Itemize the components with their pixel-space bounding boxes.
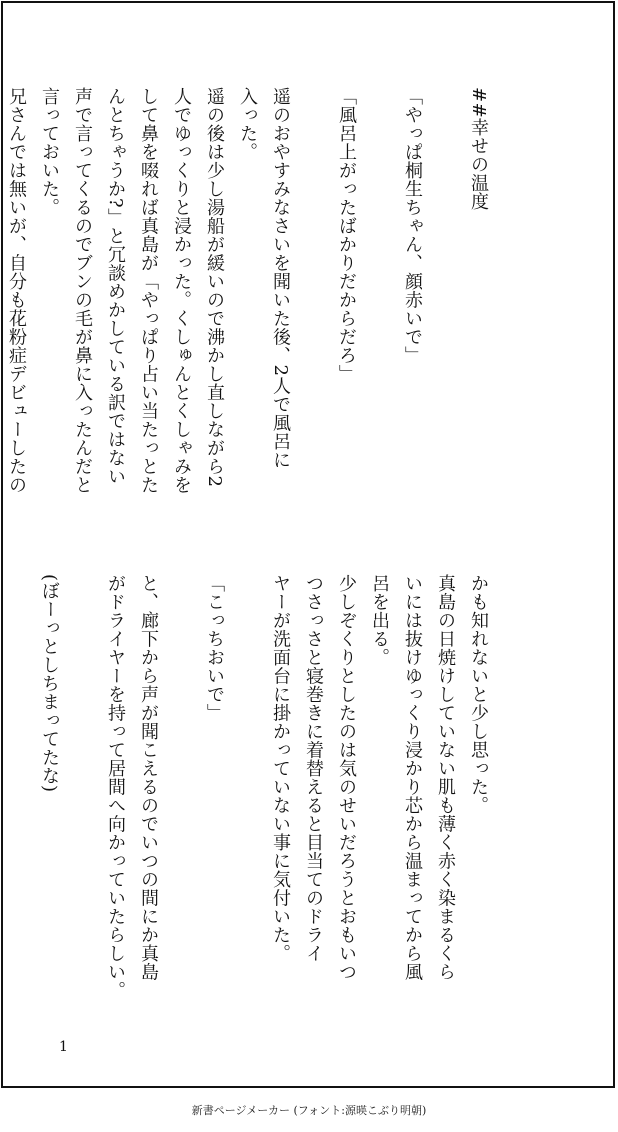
text-line: んとちゃうか?」と冗談めかしている訳ではない xyxy=(105,87,126,486)
upper-text-block xyxy=(6,87,561,527)
text-line xyxy=(66,574,99,994)
text-line: 呂を出る。 xyxy=(369,574,390,667)
text-line: (ぼーっとしちまってたな) xyxy=(39,574,60,793)
text-line xyxy=(297,87,330,527)
page-number: 1 xyxy=(59,1039,68,1055)
page-frame xyxy=(1,1,615,1088)
story-title: ##幸せの温度 xyxy=(468,87,489,211)
text-line: 「風呂上がったばかりだからだろ」 xyxy=(336,87,357,383)
text-line: がドライヤーを持って居間へ向かっていたらしい。 xyxy=(105,574,126,1000)
text-line: かも知れないと少し思った。 xyxy=(468,574,489,815)
text-line: 入った。 xyxy=(237,87,258,161)
text-line xyxy=(165,574,198,994)
text-line: 言っておいた。 xyxy=(39,87,60,217)
text-line: 遥の後は少し湯船が緩いので沸かし直しながら2 xyxy=(204,87,225,488)
text-line: して鼻を啜れば真島が「やっぱり占い当たっとた xyxy=(138,87,159,494)
text-line: つさっさと寝巻きに着替えると目当てのドライ xyxy=(303,574,324,963)
text-line: いには抜けゆっくり浸かり芯から温まってから風 xyxy=(402,574,423,981)
text-line: 遥のおやすみなさいを聞いた後、2人で風呂に xyxy=(270,87,291,469)
text-line xyxy=(429,87,462,527)
text-line: 声で言ってくるのでブンの毛が鼻に入ったんだと xyxy=(72,87,93,494)
text-line: 人でゆっくりと浸かった。くしゅんとくしゃみを xyxy=(171,87,192,494)
text-line: と、廊下から声が聞こえるのでいつの間にか真島 xyxy=(138,574,159,981)
lower-text-block xyxy=(39,574,561,1000)
text-line xyxy=(0,574,33,994)
footer-credit: 新書ページメーカー (フォント:源暎こぶり明朝) xyxy=(191,1104,427,1117)
text-line: 「こっちおいで」 xyxy=(204,574,225,722)
text-line: 「やっぱ桐生ちゃん、顔赤いで」 xyxy=(402,87,423,365)
text-line: ヤーが洗面台に掛かっていない事に気付いた。 xyxy=(270,574,291,963)
text-line: 兄さんでは無いが、自分も花粉症デビューしたの xyxy=(6,87,27,494)
text-line: 少しぞくりとしたのは気のせいだろうとおもいつ xyxy=(336,574,357,981)
text-line xyxy=(231,574,264,994)
text-line: 真島の日焼けしていない肌も薄く赤く染まるくら xyxy=(435,574,456,981)
text-line xyxy=(363,87,396,527)
